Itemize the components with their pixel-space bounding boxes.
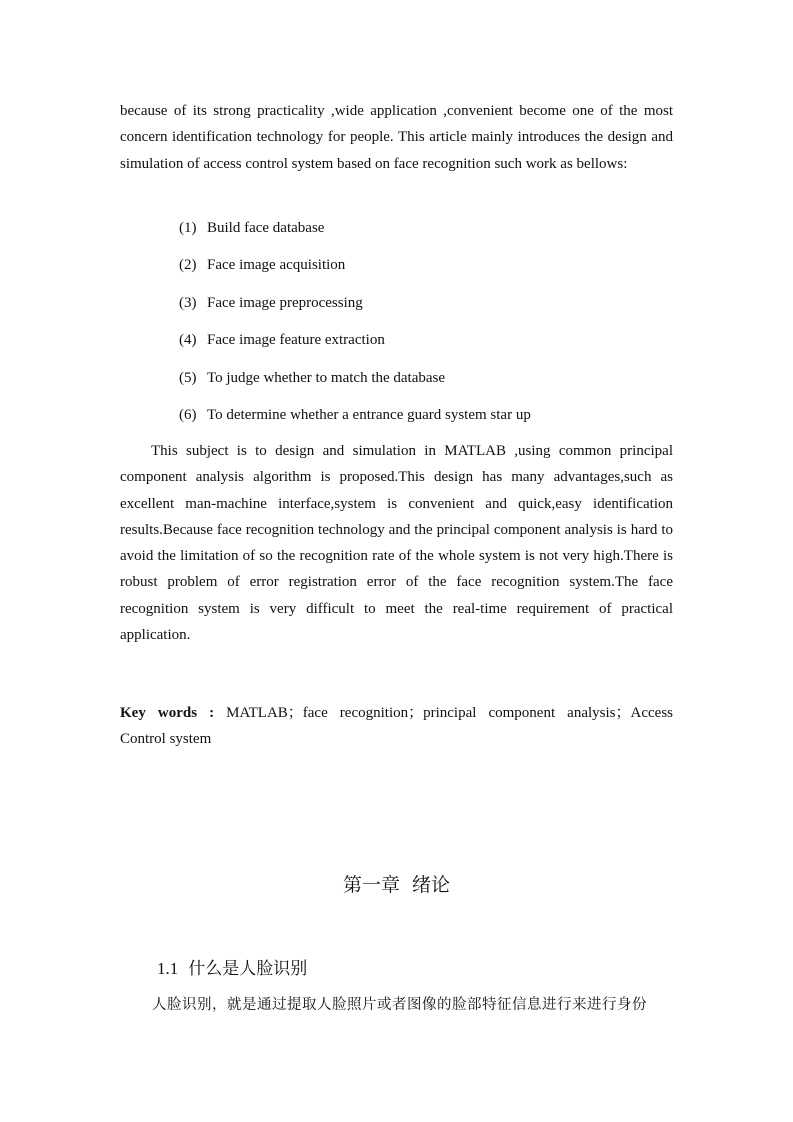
list-item-number: (6)	[179, 406, 197, 423]
section-number: 1.1	[157, 959, 179, 978]
section-paragraph: 人脸识别，就是通过提取人脸照片或者图像的脸部特征信息进行来进行身份	[152, 997, 647, 1013]
section-heading	[157, 955, 307, 983]
list-item	[179, 215, 531, 252]
abstract-paragraph-1: because of its strong practicality ,wide application ,convenient become one of the most concern identification technology for people. This article mainly introduces the design and simulation of access control system based on face recognition such work as bellows:	[120, 103, 673, 172]
list-item-text: Face image preprocessing	[207, 294, 363, 311]
list-item-text: Face image feature extraction	[207, 332, 385, 349]
list-item	[179, 252, 531, 289]
keywords-text: MATLAB；face recognition；principal component analysis；Access Control system	[120, 705, 673, 748]
list-item-text: Face image acquisition	[207, 257, 346, 274]
list-item-number: (4)	[179, 332, 197, 349]
list-item-number: (2)	[179, 257, 197, 274]
list-item-number: (1)	[179, 220, 197, 236]
keywords-line	[120, 700, 673, 753]
list-item	[179, 365, 531, 402]
work-item-list	[179, 215, 531, 439]
list-item-text: Build face database	[207, 220, 325, 236]
list-item	[179, 327, 531, 364]
list-item	[179, 290, 531, 327]
list-item-number: (3)	[179, 294, 197, 311]
list-item	[179, 402, 531, 439]
list-item-number: (5)	[179, 369, 197, 386]
abstract-paragraph-2: This subject is to design and simulation in MATLAB ,using common principal component analysis algorithm is proposed.This design has many advantages,such as excellent man-machine interface,system is convenient and quick,easy identification results.Because face recognition technology and the principal component analysis is hard to avoid the limitation of so the recognition rate of the whole system is not very high.There is robust problem of error registration error of the face recognition system.The face recognition system is very difficult to meet the real-time requirement of practical application.	[120, 443, 673, 644]
list-item-text: To determine whether a entrance guard system star up	[207, 406, 531, 423]
keywords-label: Key words :	[120, 705, 215, 721]
section-title: 什么是人脸识别	[188, 959, 308, 979]
chapter-title: 第一章 绪论	[342, 874, 451, 896]
list-item-text: To judge whether to match the database	[207, 369, 446, 386]
